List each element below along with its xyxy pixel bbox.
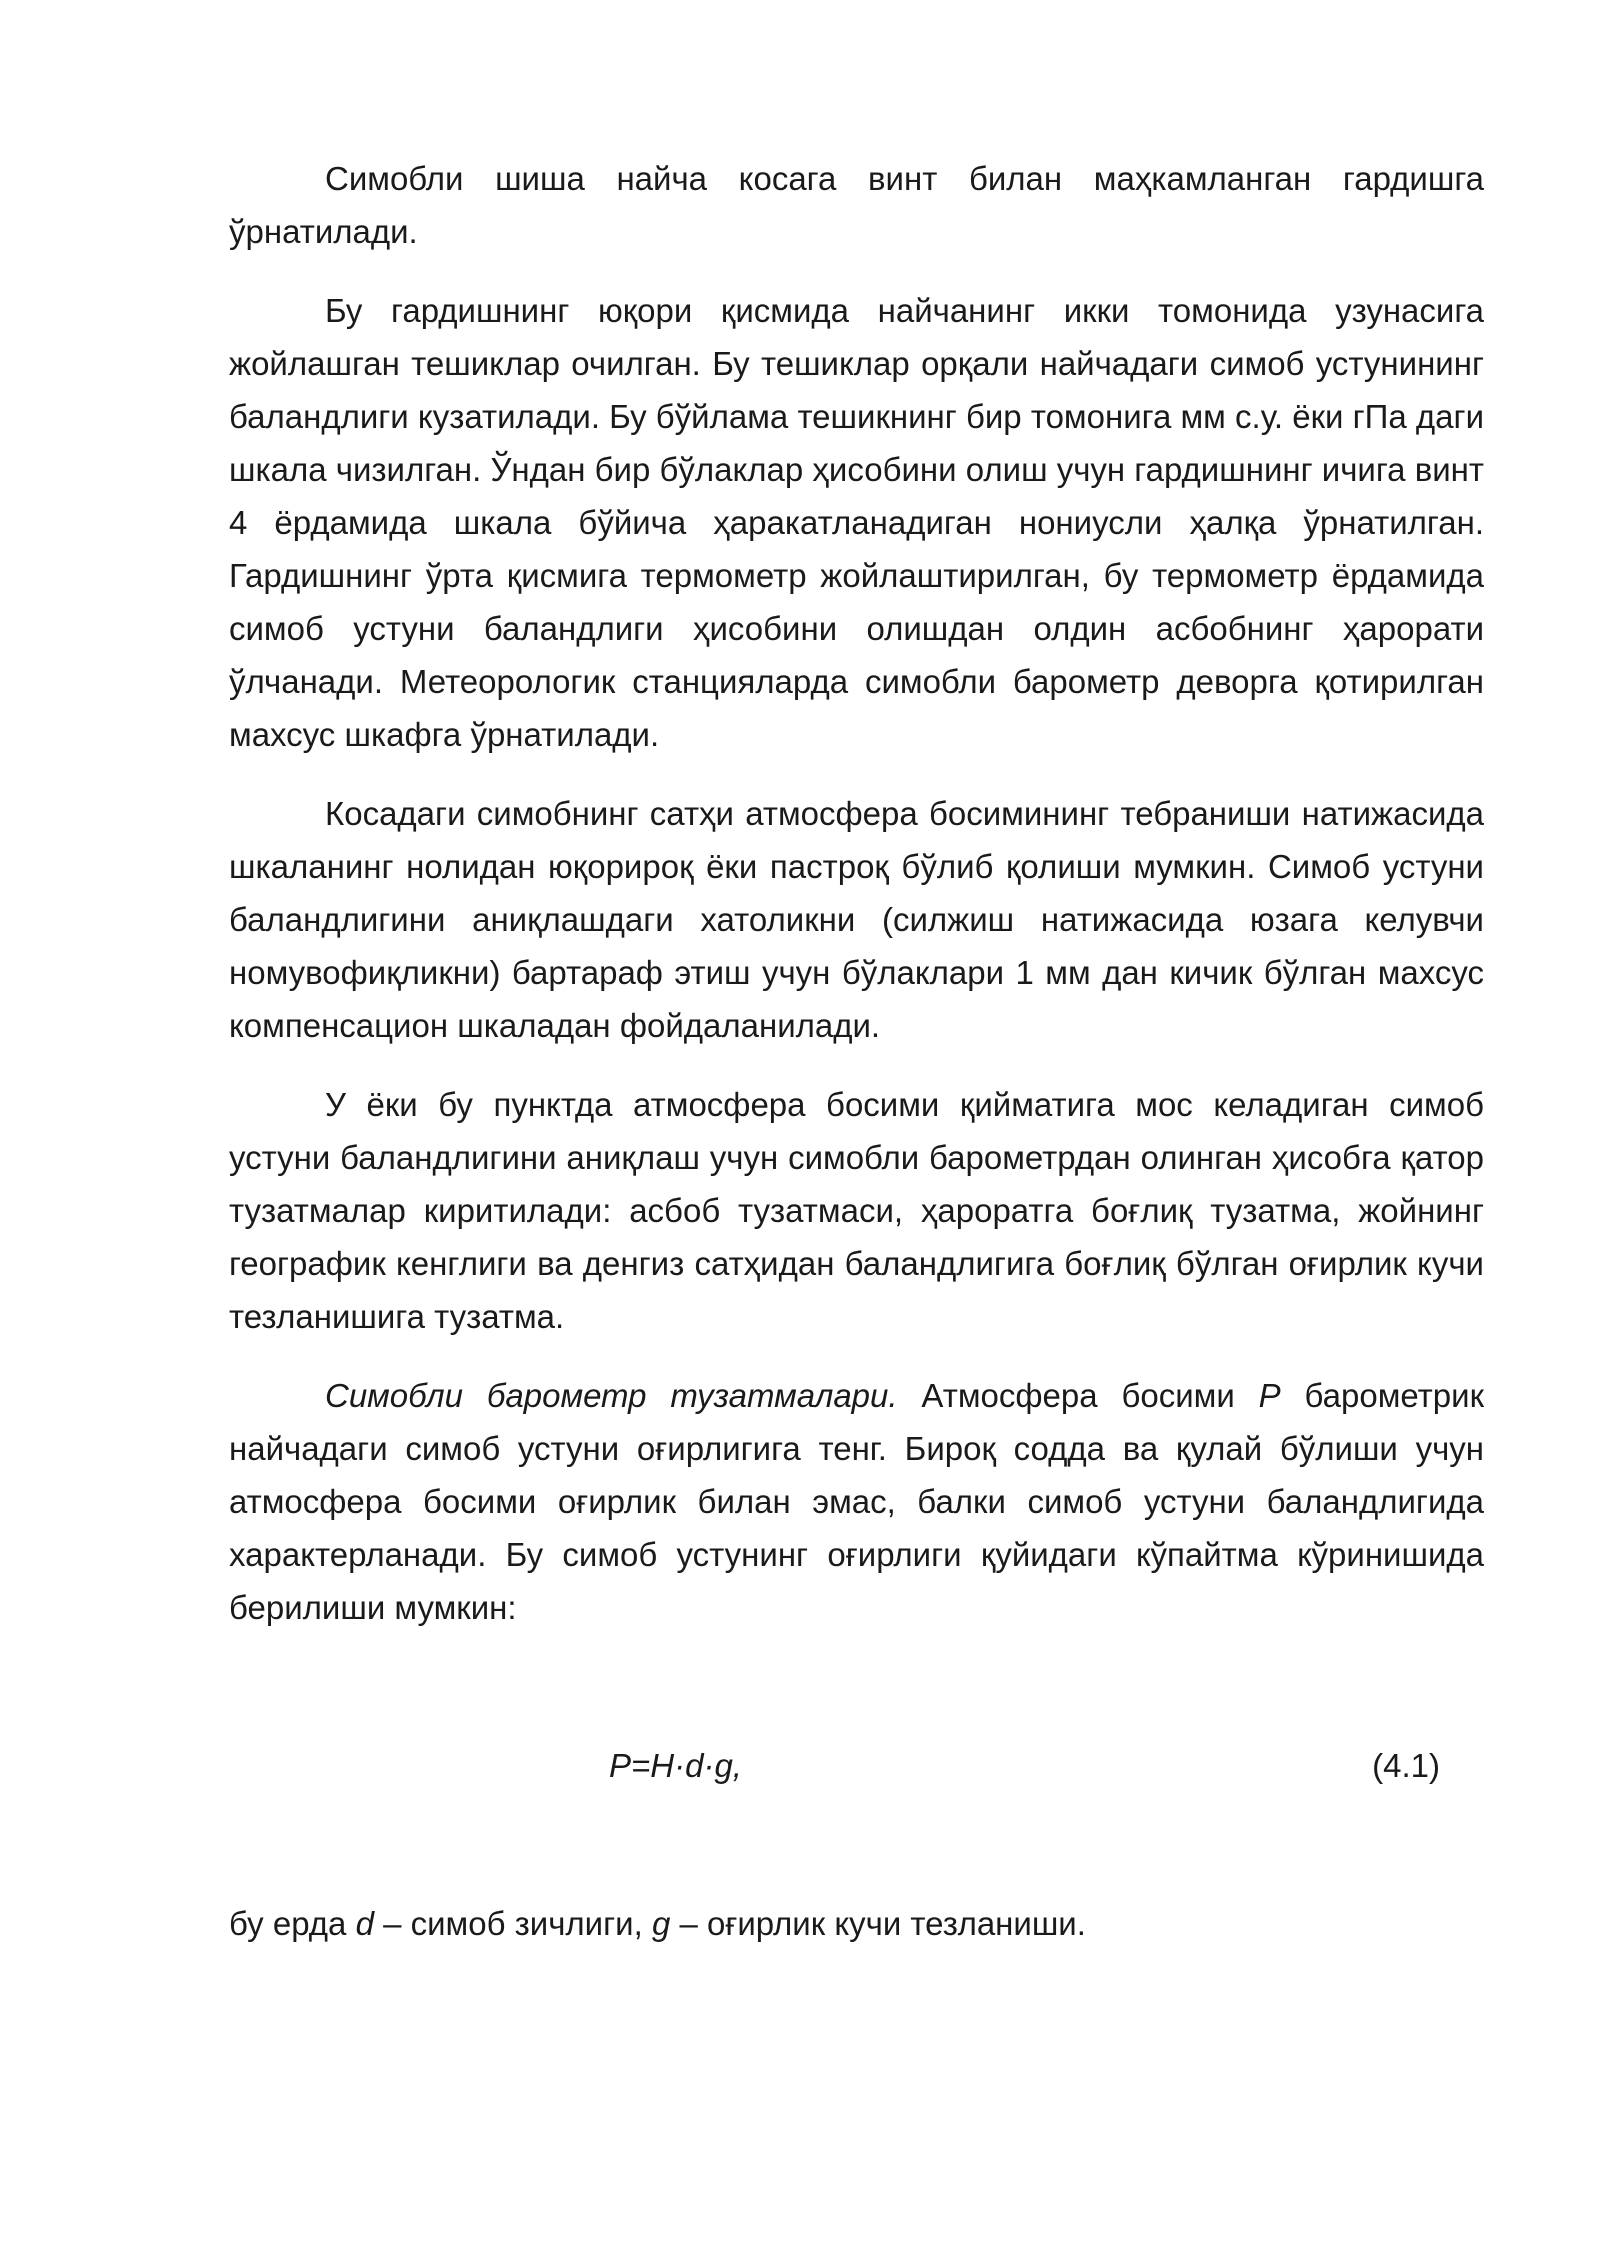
variable-p: P (1258, 1377, 1281, 1414)
definition-mid: – симоб зичлиги, (373, 1905, 652, 1942)
formula-row (229, 1739, 1484, 1792)
formula-number: (4.1) (1372, 1747, 1440, 1784)
paragraph-5 (229, 1369, 1484, 1634)
definition-suffix: – оғирлик кучи тезланиши. (670, 1905, 1086, 1942)
definition-prefix: бу ерда (229, 1905, 356, 1942)
paragraph-4: У ёки бу пунктда атмосфера босими қийматига мос келадиган симоб устуни баландлигини аниқлаш учун симобли барометрдан олинган ҳисобга қатор тузатмалар киритилади: асбоб тузатмаси, ҳароратга боғлиқ тузатма, жойнинг географик кенглиги ва денгиз сатҳидан баландлигига боғлиқ бўлган оғирлик кучи тезланишига тузатма. (229, 1086, 1484, 1335)
paragraph-3: Косадаги симобнинг сатҳи атмосфера босимининг тебраниши натижасида шкаланинг нолидан юқорироқ ёки пастроқ бўлиб қолиши мумкин. Симоб устуни баландлигини аниқлашдаги хатоликни (силжиш натижасида юзага келувчи номувофиқликни) бартараф этиш учун бўлаклари 1 мм дан кичик бўлган махсус компенсацион шкаладан фойдаланилади. (229, 795, 1484, 1044)
section-lead-italic: Симобли барометр тузатмалари. (325, 1377, 898, 1414)
variable-g: g (651, 1905, 671, 1942)
definition-line (229, 1897, 1484, 1950)
paragraph-2: Бу гардишнинг юқори қисмида найчанинг икки томонида узунасига жойлашган тешиклар очилган. Бу тешиклар орқали найчадаги симоб устунининг баландлиги кузатилади. Бу бўйлама тешикнинг бир томонига мм с.у. ёки гПа даги шкала чизилган. Ўндан бир бўлаклар ҳисобини олиш учун гардишнинг ичига винт 4 ёрдамида шкала бўйича ҳаракатланадиган нониусли ҳалқа ўрнатилган. Гардишнинг ўрта қисмига термометр жойлаштирилган, бу термометр ёрдамида симоб устуни баландлиги ҳисобини олишдан олдин асбобнинг ҳарорати ўлчанади. Метеорологик станцияларда симобли барометр деворга қотирилган махсус шкафга ўрнатилади. (229, 292, 1484, 753)
formula-expression: P=H·d·g, (609, 1747, 742, 1784)
variable-d: d (355, 1905, 374, 1942)
paragraph-5-text-a: Атмосфера босими (897, 1377, 1259, 1414)
paragraph-1: Симобли шиша найча косага винт билан маҳкамланган гардишга ўрнатилади. (229, 160, 1484, 250)
paragraph-5-text-b: барометрик найчадаги симоб устуни оғирлигига тенг. Бироқ содда ва қулай бўлиши учун атмосфера босими оғирлик билан эмас, балки симоб устуни баландлигида характерланади. Бу симоб устунинг оғирлиги қуйидаги кўпайтма кўринишида берилиши мумкин: (229, 1377, 1485, 1626)
